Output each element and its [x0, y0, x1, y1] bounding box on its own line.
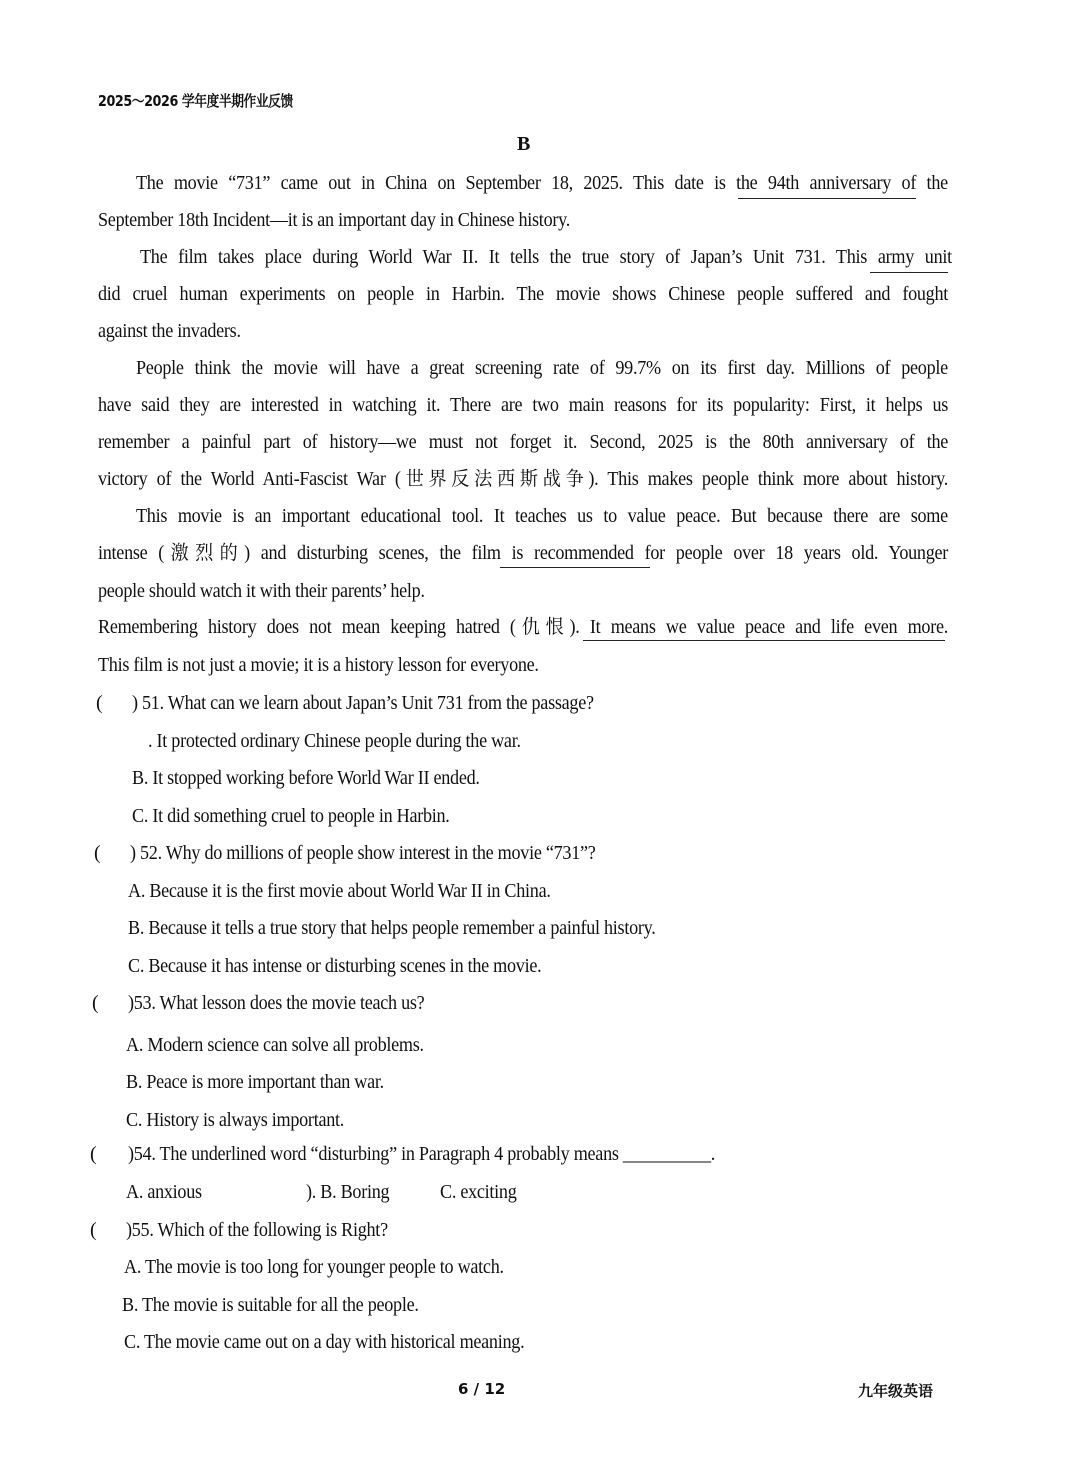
option: C. History is always important. — [126, 1110, 345, 1131]
passage-line: The film takes place during World War II. It tells the true story of Japan’s Unit 731. This army unit — [140, 247, 952, 268]
option: B. Because it tells a true story that helps people remember a painful history. — [128, 918, 656, 939]
option: A. Modern science can solve all problems. — [126, 1035, 424, 1056]
option: C. exciting — [440, 1182, 517, 1203]
option: B. The movie is suitable for all the people. — [122, 1295, 419, 1316]
underline-mark — [583, 640, 945, 641]
option: A. The movie is too long for younger people to watch. — [124, 1257, 504, 1278]
option: B. Peace is more important than war. — [126, 1072, 384, 1093]
document-header: 2025～2026 学年度半期作业反馈 — [98, 92, 293, 110]
answer-blank[interactable]: ( — [92, 992, 99, 1014]
question-stem: )55. Which of the following is Right? — [126, 1220, 388, 1241]
answer-blank[interactable]: ( — [90, 1143, 97, 1165]
passage-line: intense (激烈的) and disturbing scenes, the film is recommended for people over 18 years old. Younger — [98, 543, 949, 564]
underline-mark — [870, 272, 948, 273]
question-stem: ) 51. What can we learn about Japan’s Unit 731 from the passage? — [132, 693, 594, 714]
passage-line: victory of the World Anti-Fascist War (世界反法西斯战争). This makes people think more about history. — [98, 469, 949, 490]
option: C. It did something cruel to people in Harbin. — [132, 806, 450, 827]
underline-mark — [500, 567, 650, 568]
passage-line: People think the movie will have a great screening rate of 99.7% on its first day. Millions of people — [136, 358, 948, 379]
passage-line: have said they are interested in watching it. There are two main reasons for its popularity: First, it helps us — [98, 395, 949, 416]
passage-line: This film is not just a movie; it is a history lesson for everyone. — [98, 655, 539, 676]
option: C. The movie came out on a day with historical meaning. — [124, 1332, 525, 1353]
answer-blank[interactable]: ( — [94, 842, 101, 864]
option: B. It stopped working before World War II ended. — [132, 768, 480, 789]
question-stem: )53. What lesson does the movie teach us? — [128, 993, 425, 1014]
passage-line: people should watch it with their parents’ help. — [98, 581, 425, 602]
section-title: B — [517, 133, 531, 155]
passage-line: against the invaders. — [98, 321, 241, 342]
option: ). B. Boring — [306, 1182, 390, 1203]
passage-line: remember a painful part of history—we must not forget it. Second, 2025 is the 80th anniversary of the — [98, 432, 949, 453]
passage-line: did cruel human experiments on people in Harbin. The movie shows Chinese people suffered and fought — [98, 284, 949, 305]
option: C. Because it has intense or disturbing scenes in the movie. — [128, 956, 542, 977]
question-stem: )54. The underlined word “disturbing” in Paragraph 4 probably means __________. — [128, 1144, 716, 1165]
answer-blank[interactable]: ( — [90, 1219, 97, 1241]
passage-line: Remembering history does not mean keeping hatred (仇恨). It means we value peace and life even more. — [98, 617, 949, 638]
answer-blank[interactable]: ( — [96, 692, 103, 714]
option: . It protected ordinary Chinese people during the war. — [148, 731, 521, 752]
question-stem: ) 52. Why do millions of people show interest in the movie “731”? — [130, 843, 596, 864]
underline-mark — [738, 198, 916, 199]
passage-line: The movie “731” came out in China on September 18, 2025. This date is the 94th anniversary of the — [136, 173, 948, 194]
option: A. anxious — [126, 1182, 202, 1203]
page-number: 6 / 12 — [458, 1380, 506, 1398]
subject-label: 九年级英语 — [858, 1382, 934, 1400]
option: A. Because it is the first movie about World War II in China. — [128, 881, 551, 902]
passage-line: This movie is an important educational tool. It teaches us to value peace. But because there are some — [136, 506, 948, 527]
passage-line: September 18th Incident—it is an important day in Chinese history. — [98, 210, 570, 231]
